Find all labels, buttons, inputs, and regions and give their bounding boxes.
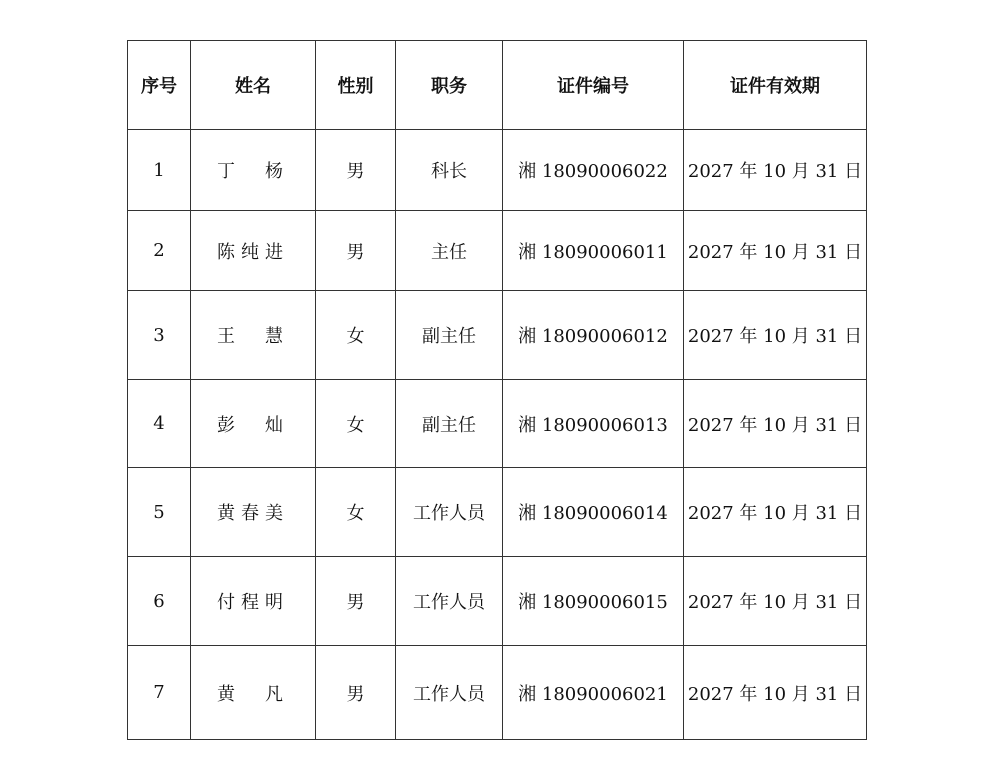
cell-serial-number: 7 [128, 646, 191, 740]
cell-serial-number: 2 [128, 211, 191, 291]
table-row [128, 557, 867, 646]
table-header [128, 41, 867, 130]
cell-certificate-validity: 2027 年 10 月 31 日 [684, 468, 867, 557]
table-row [128, 291, 867, 380]
header-certificate-validity: 证件有效期 [684, 41, 867, 130]
cell-certificate-number: 湘 18090006022 [503, 130, 684, 211]
cell-serial-number: 1 [128, 130, 191, 211]
cell-certificate-validity: 2027 年 10 月 31 日 [684, 130, 867, 211]
cell-gender: 女 [316, 291, 396, 380]
cell-certificate-number: 湘 18090006015 [503, 557, 684, 646]
table-row [128, 380, 867, 468]
cell-gender: 男 [316, 646, 396, 740]
cell-name: 王 慧 [191, 291, 316, 380]
cell-certificate-validity: 2027 年 10 月 31 日 [684, 557, 867, 646]
cell-position: 副主任 [396, 380, 503, 468]
header-row [128, 41, 867, 130]
table-row [128, 130, 867, 211]
cell-serial-number: 5 [128, 468, 191, 557]
cell-certificate-number: 湘 18090006021 [503, 646, 684, 740]
cell-certificate-validity: 2027 年 10 月 31 日 [684, 646, 867, 740]
cell-gender: 男 [316, 557, 396, 646]
cell-position: 主任 [396, 211, 503, 291]
cell-gender: 男 [316, 130, 396, 211]
cell-certificate-number: 湘 18090006013 [503, 380, 684, 468]
cell-gender: 女 [316, 380, 396, 468]
cell-name: 付程明 [191, 557, 316, 646]
cell-gender: 男 [316, 211, 396, 291]
cell-name: 彭 灿 [191, 380, 316, 468]
cell-certificate-number: 湘 18090006011 [503, 211, 684, 291]
header-gender: 性别 [316, 41, 396, 130]
table-row [128, 646, 867, 740]
cell-name: 黄 凡 [191, 646, 316, 740]
cell-serial-number: 4 [128, 380, 191, 468]
cell-certificate-validity: 2027 年 10 月 31 日 [684, 211, 867, 291]
cell-position: 工作人员 [396, 646, 503, 740]
cell-serial-number: 3 [128, 291, 191, 380]
cell-certificate-validity: 2027 年 10 月 31 日 [684, 380, 867, 468]
header-name: 姓名 [191, 41, 316, 130]
cell-name: 陈纯进 [191, 211, 316, 291]
cell-position: 工作人员 [396, 468, 503, 557]
header-certificate-number: 证件编号 [503, 41, 684, 130]
cell-serial-number: 6 [128, 557, 191, 646]
table-body [128, 130, 867, 740]
cell-position: 副主任 [396, 291, 503, 380]
cell-certificate-number: 湘 18090006012 [503, 291, 684, 380]
table-row [128, 211, 867, 291]
header-position: 职务 [396, 41, 503, 130]
cell-name: 黄春美 [191, 468, 316, 557]
cell-certificate-number: 湘 18090006014 [503, 468, 684, 557]
cell-certificate-validity: 2027 年 10 月 31 日 [684, 291, 867, 380]
cell-position: 工作人员 [396, 557, 503, 646]
cell-gender: 女 [316, 468, 396, 557]
cell-name: 丁 杨 [191, 130, 316, 211]
cell-position: 科长 [396, 130, 503, 211]
header-serial-number: 序号 [128, 41, 191, 130]
personnel-table [127, 40, 867, 740]
table-row [128, 468, 867, 557]
